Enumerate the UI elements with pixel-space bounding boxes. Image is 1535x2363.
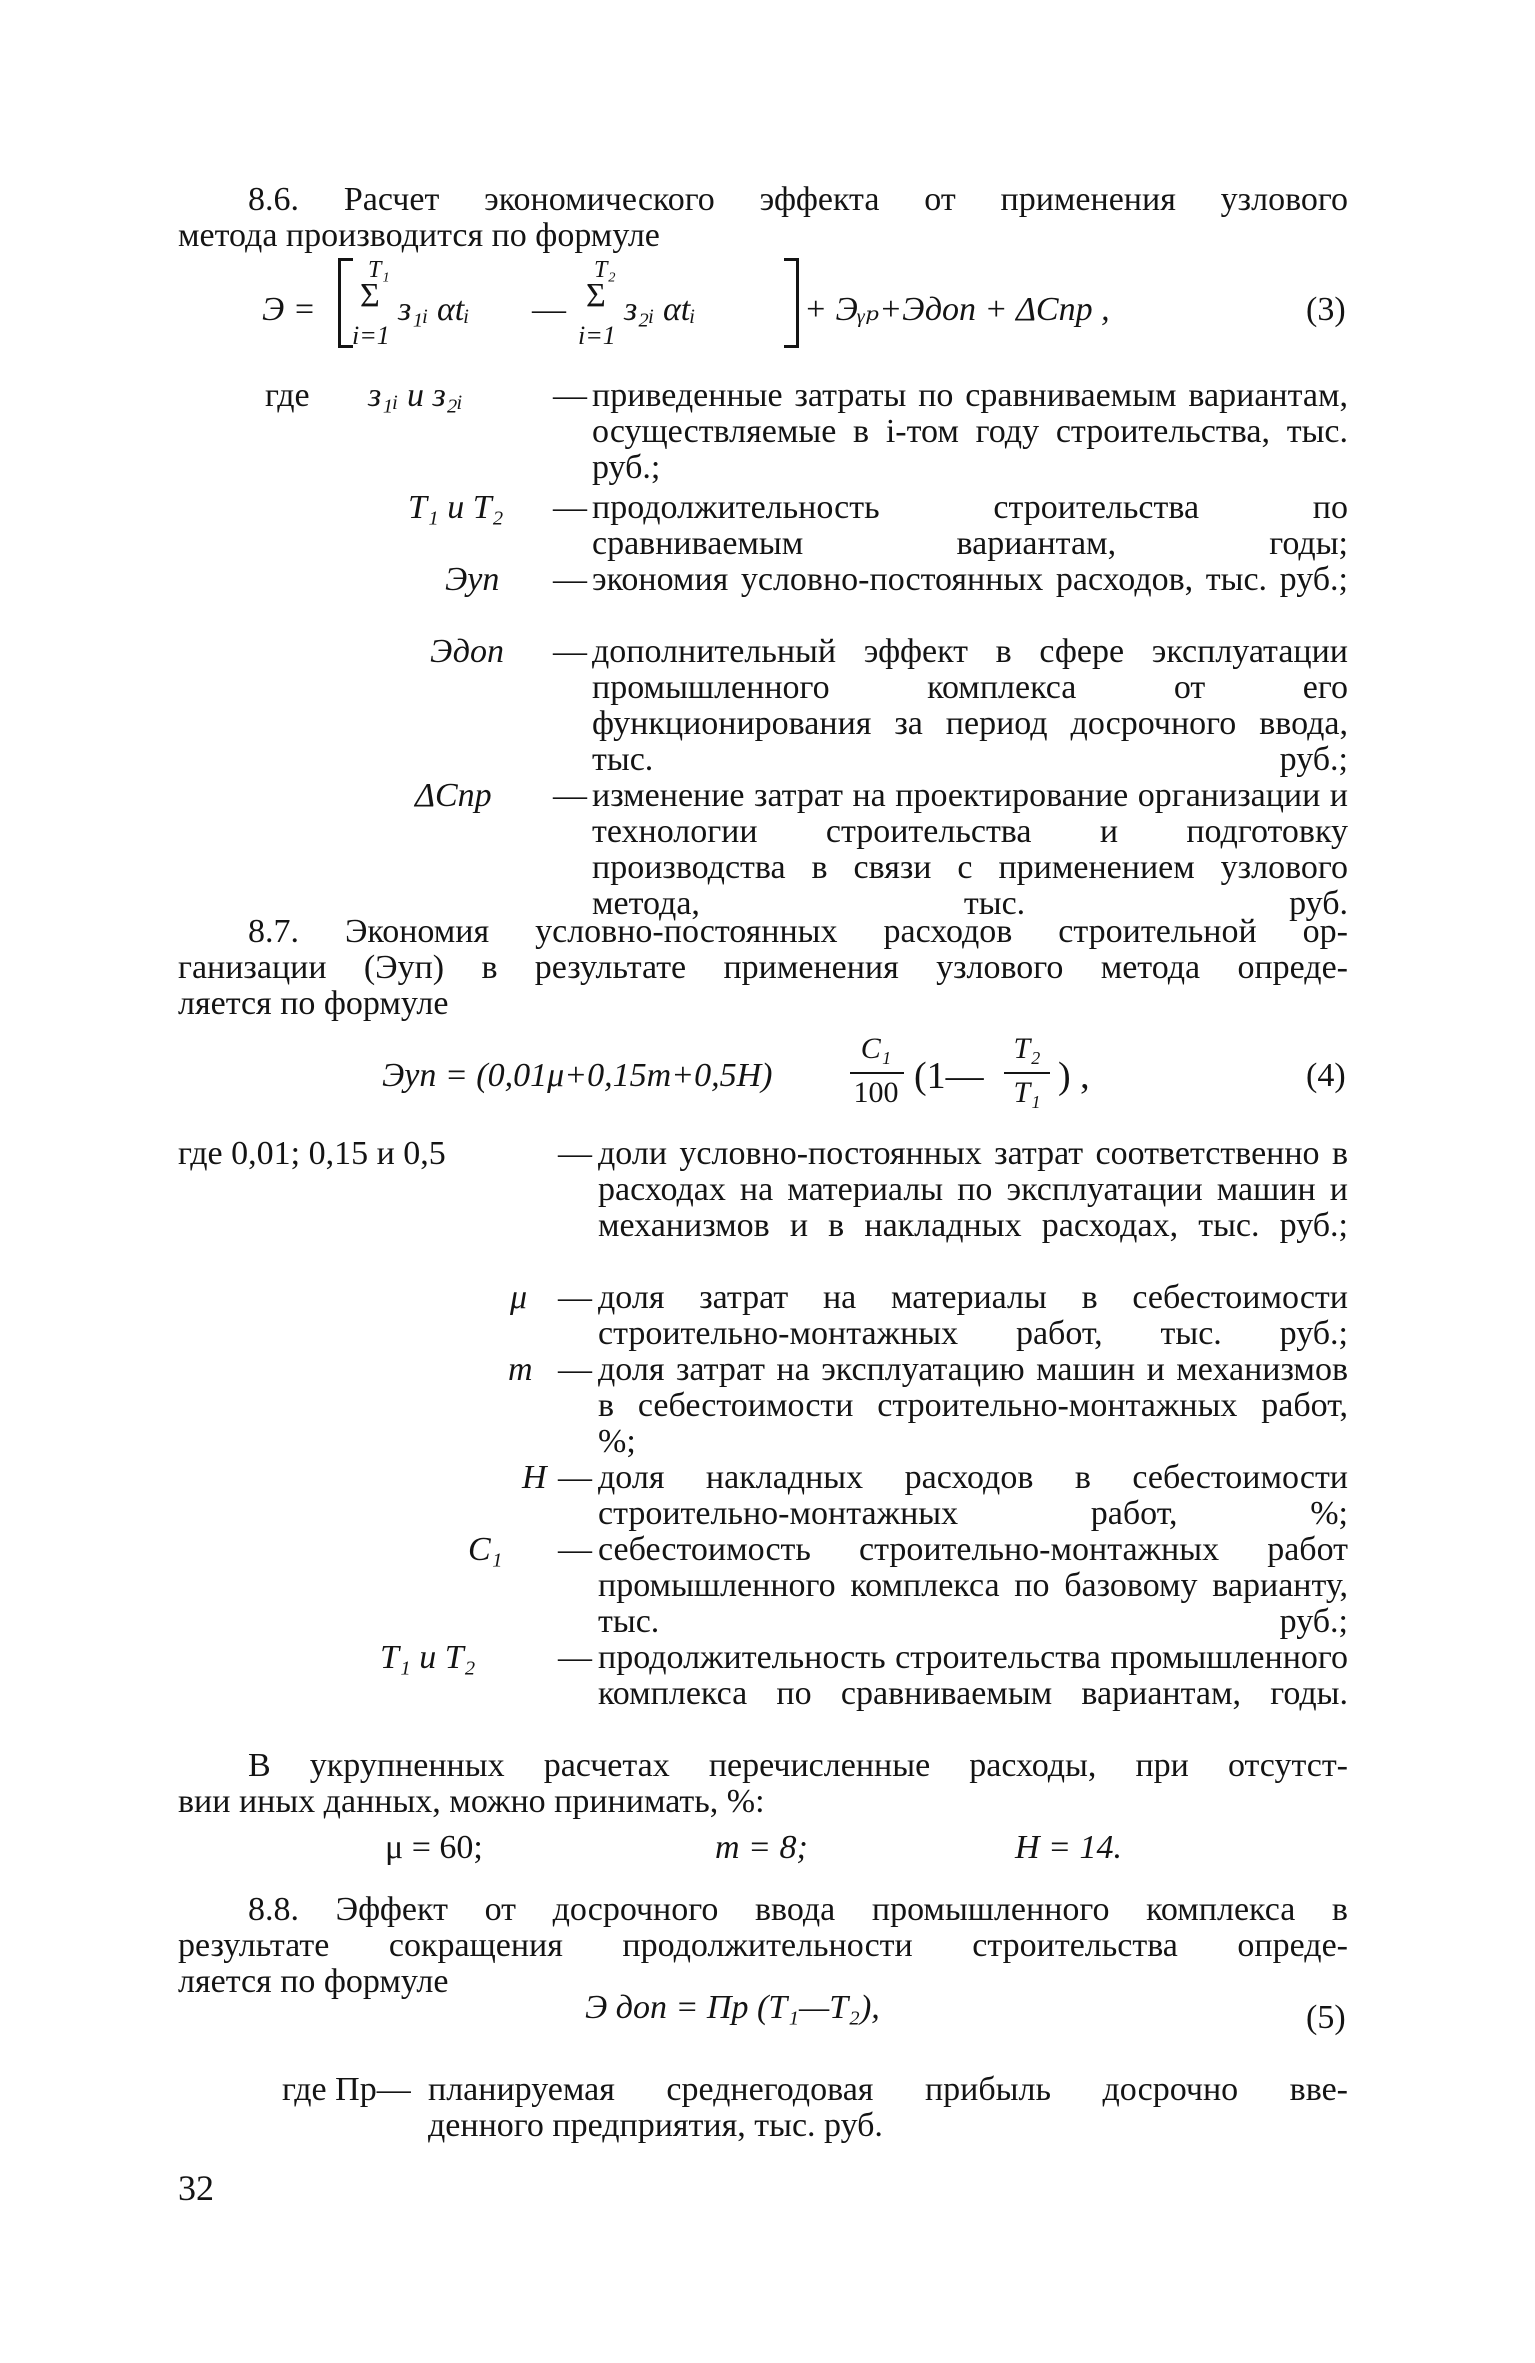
def-5-line-2: денного предприятия, тыс. руб. [428, 2107, 883, 2144]
def-3-symbol-z: з₁ᵢ и з₂ᵢ [368, 377, 463, 414]
enlarged-line-2: вии иных данных, можно принимать, %: [178, 1783, 765, 1820]
where-label: где [265, 377, 310, 414]
def-4-text-c1: себестоимость строительно-монтажных работ промышленного комплекса по базовому варианту, тыс. руб.; [598, 1531, 1348, 1640]
def-4-dash: — [558, 1639, 592, 1676]
def-3-symbol-t: T₁ и T₂ [408, 489, 504, 526]
formula-3-upper-1: T₁ [368, 257, 390, 283]
def-4-symbol-mu: μ [510, 1279, 528, 1316]
def-3-dash: — [553, 633, 587, 670]
formula-3-tail: + Эᵧₚ+Эдоп + ΔCпр , [804, 291, 1110, 328]
formula-3-term-1: з₁ᵢ αtᵢ [398, 291, 470, 328]
def-3-text-t: продолжительность строительства по сравниваемым вариантам, годы; [592, 489, 1348, 562]
def-4-text-mu: доля затрат на материалы в себестоимости строительно-монтажных работ, тыс. руб.; [598, 1279, 1348, 1352]
section-8-7-line-1: 8.7. Экономия условно-постоянных расходов строительной ор- [248, 913, 1348, 950]
def-3-dash: — [553, 561, 587, 598]
def-4-text-m: доля затрат на эксплуатацию машин и механизмов в себестоимости строительно-монтажных работ, %; [598, 1351, 1348, 1460]
def-3-symbol-eup: Эуп [445, 561, 500, 598]
formula-3-right-bracket [784, 258, 799, 348]
def-4-symbol-t: T₁ и T₂ [380, 1639, 476, 1676]
formula-4-den-1: 100 [853, 1076, 899, 1109]
formula-4-lhs: Эуп = (0,01μ+0,15m+0,5H) [382, 1057, 773, 1094]
def-4-text-h: доля накладных расходов в себестоимости строительно-монтажных работ, %; [598, 1459, 1348, 1532]
formula-4-num-2: T₂ [1013, 1032, 1041, 1065]
formula-4-number: (4) [1306, 1057, 1346, 1094]
enlarged-line-1: В укрупненных расчетах перечисленные расходы, при отсутст- [248, 1747, 1348, 1784]
formula-3-term-2: з₂ᵢ αtᵢ [624, 291, 696, 328]
formula-4-open: (1— [914, 1055, 984, 1097]
def-4-dash: — [558, 1135, 592, 1172]
value-mu: μ = 60; [385, 1829, 483, 1866]
def-4-dash: — [558, 1459, 592, 1496]
def-3-dash: — [553, 489, 587, 526]
formula-5-number: (5) [1306, 1999, 1346, 2036]
def-4-symbol-m: m [508, 1351, 533, 1388]
formula-3-number: (3) [1306, 291, 1346, 328]
def-4-dash: — [558, 1351, 592, 1388]
formula-3-sum-1: Σ [360, 277, 380, 314]
formula-5-expr: Э доп = Пр (T₁—T₂), [585, 1989, 880, 2026]
section-8-7-line-2: ганизации (Эуп) в результате применения узлового метода опреде- [178, 949, 1348, 986]
section-8-8-line-3: ляется по формуле [178, 1963, 449, 2000]
def-5-line-1: планируемая среднегодовая прибыль досрочно вве- [428, 2071, 1348, 2108]
value-h: H = 14. [1015, 1829, 1122, 1866]
def-4-symbol-c1: C₁ [468, 1531, 503, 1568]
def-4-symbol-h: H [522, 1459, 547, 1496]
section-8-8-line-2: результате сокращения продолжительности строительства опреде- [178, 1927, 1348, 1964]
def-3-symbol-dcpr: ΔCпр [415, 777, 492, 814]
def-4-symbol-shares: где 0,01; 0,15 и 0,5 [178, 1135, 446, 1172]
formula-3-left-bracket [338, 258, 353, 348]
formula-4-den-2: T₁ [1013, 1076, 1041, 1109]
formula-4-num-1: C₁ [860, 1032, 892, 1065]
formula-3-lower-1: i=1 [352, 321, 390, 350]
def-4-text-shares: доли условно-постоянных затрат соответственно в расходах на материалы по эксплуатации машин и механизмов и в накладных расходах, тыс. руб.; [598, 1135, 1348, 1244]
formula-4-close: ) , [1058, 1055, 1090, 1097]
def-3-dash: — [553, 777, 587, 814]
def-4-text-t: продолжительность строительства промышленного комплекса по сравниваемым вариантам, годы. [598, 1639, 1348, 1712]
def-3-text-dcpr: изменение затрат на проектирование организации и технологии строительства и подготовку производства в связи с применением узлового метода, тыс. руб. [592, 777, 1348, 922]
page-number: 32 [178, 2168, 214, 2208]
def-4-dash: — [558, 1531, 592, 1568]
def-5-prefix: где Пр— [282, 2071, 411, 2108]
formula-3-lhs: Э = [262, 291, 316, 328]
def-3-dash: — [553, 377, 587, 414]
formula-3-minus: — [532, 291, 566, 328]
formula-3-lower-2: i=1 [578, 321, 616, 350]
formula-4-frac-line-1 [850, 1072, 904, 1074]
def-4-dash: — [558, 1279, 592, 1316]
formula-3-sum-2: Σ [586, 277, 606, 314]
value-m: m = 8; [715, 1829, 808, 1866]
def-3-symbol-edop: Эдоп [430, 633, 504, 670]
section-8-8-line-1: 8.8. Эффект от досрочного ввода промышленного комплекса в [248, 1891, 1348, 1928]
section-8-7-line-3: ляется по формуле [178, 985, 449, 1022]
formula-3-upper-2: T₂ [594, 257, 616, 283]
formula-4-frac-line-2 [1004, 1072, 1050, 1074]
section-8-6-line-2: метода производится по формуле [178, 217, 660, 254]
def-3-text-edop: дополнительный эффект в сфере эксплуатации промышленного комплекса от его функционирования за период досрочного ввода, тыс. руб.; [592, 633, 1348, 778]
def-3-text-eup: экономия условно-постоянных расходов, тыс. руб.; [592, 561, 1348, 598]
def-3-text-z: приведенные затраты по сравниваемым вариантам, осуществляемые в i-том году строительства, тыс. руб.; [592, 377, 1348, 486]
section-8-6-line-1: 8.6. Расчет экономического эффекта от применения узлового [248, 181, 1348, 218]
